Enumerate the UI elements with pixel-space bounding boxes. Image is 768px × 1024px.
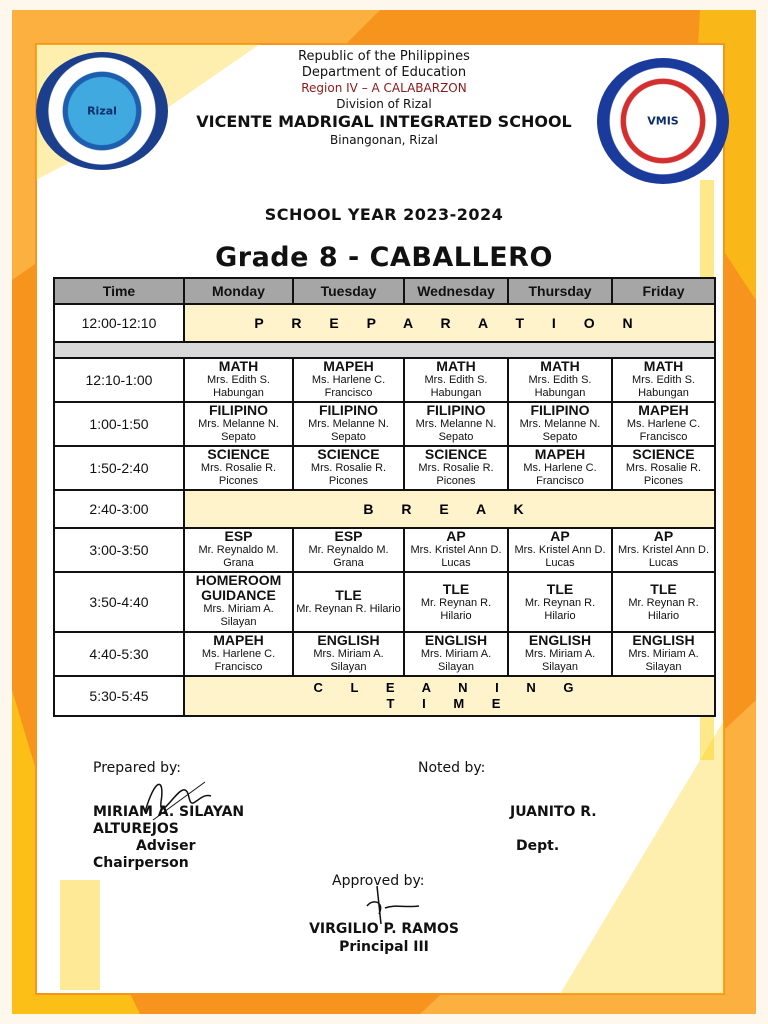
time-cell: 12:10-1:00 bbox=[54, 358, 184, 402]
school-location: Binangonan, Rizal bbox=[330, 133, 438, 147]
table-row bbox=[54, 490, 715, 528]
teacher: Mrs. Melanne N. Sepato bbox=[198, 418, 279, 443]
header-republic: Republic of the Philippines bbox=[298, 49, 470, 64]
column-header: Tuesday bbox=[293, 278, 404, 304]
teacher: Mrs. Melanne N. Sepato bbox=[308, 418, 389, 443]
subject: SCIENCE bbox=[632, 446, 695, 462]
subject: SCIENCE bbox=[317, 446, 380, 462]
subject: MATH bbox=[218, 358, 259, 374]
schedule-cell bbox=[612, 528, 715, 572]
schedule-cell bbox=[612, 446, 715, 490]
schedule-cell bbox=[508, 358, 612, 402]
table-row bbox=[54, 402, 715, 446]
teacher: Mrs. Rosalie R. Picones bbox=[625, 462, 702, 487]
teacher: Mrs. Edith S. Habungan bbox=[207, 374, 270, 399]
time-cell: 12:00-12:10 bbox=[54, 304, 184, 342]
time-cell: 1:50-2:40 bbox=[54, 446, 184, 490]
teacher: Mrs. Melanne N. Sepato bbox=[415, 418, 497, 443]
subject: TLE bbox=[650, 580, 677, 597]
teacher: Mrs. Kristel Ann D. Lucas bbox=[617, 544, 710, 569]
school-year: SCHOOL YEAR 2023-2024 bbox=[264, 205, 504, 224]
subject: MATH bbox=[643, 358, 684, 374]
schedule-cell bbox=[508, 528, 612, 572]
table-row bbox=[54, 572, 715, 632]
dept-label: Dept. bbox=[516, 838, 560, 854]
subject: ENGLISH bbox=[632, 632, 695, 648]
logo-left-text: Rizal bbox=[87, 104, 117, 118]
teacher: Ms. Harlene C. Francisco bbox=[311, 374, 386, 399]
header-region: Region IV – A CALABARZON bbox=[301, 81, 467, 95]
schedule-cell bbox=[404, 572, 508, 632]
header-division: Division of Rizal bbox=[336, 97, 432, 111]
schedule-cell bbox=[404, 402, 508, 446]
subject: MAPEH bbox=[323, 358, 374, 374]
subject: AP bbox=[550, 528, 570, 544]
schedule-cell bbox=[508, 632, 612, 676]
table-row bbox=[54, 358, 715, 402]
principal-title: Principal III bbox=[339, 939, 429, 955]
teacher: Mrs. Melanne N. Sepato bbox=[519, 418, 601, 443]
principal-name: VIRGILIO P. RAMOS bbox=[309, 921, 459, 937]
logo-right-text: VMIS bbox=[647, 114, 679, 128]
schedule-cell bbox=[404, 446, 508, 490]
schedule-cell bbox=[293, 358, 404, 402]
approved-by-label: Approved by: bbox=[332, 873, 425, 889]
teacher: Mrs. Edith S. Habungan bbox=[632, 374, 695, 399]
teacher: Mr. Reynan R. Hilario bbox=[628, 596, 699, 622]
subject: FILIPINO bbox=[530, 402, 590, 418]
schedule-cell bbox=[293, 528, 404, 572]
schedule-cell bbox=[293, 572, 404, 632]
subject: SCIENCE bbox=[424, 446, 488, 462]
time-cell: 4:40-5:30 bbox=[54, 632, 184, 676]
table-row bbox=[54, 304, 715, 342]
schedule-cell bbox=[508, 402, 612, 446]
schedule-cell bbox=[184, 446, 293, 490]
teacher: Ms. Harlene C. Francisco bbox=[626, 418, 701, 443]
teacher: Mr. Reynan R. Hilario bbox=[420, 596, 492, 622]
adviser-title: Adviser bbox=[136, 838, 196, 854]
teacher: Mrs. Rosalie R. Picones bbox=[418, 462, 494, 487]
teacher: Mrs. Kristel Ann D. Lucas bbox=[514, 544, 606, 569]
teacher: Mrs. Kristel Ann D. Lucas bbox=[410, 544, 502, 569]
table-row bbox=[54, 528, 715, 572]
teacher: Mrs. Miriam A. Silayan bbox=[628, 648, 699, 673]
teacher: Ms. Harlene C. Francisco bbox=[523, 462, 597, 487]
table-row bbox=[54, 446, 715, 490]
teacher: Mrs. Miriam A. Silayan bbox=[203, 603, 274, 628]
table-row bbox=[54, 676, 715, 716]
noted-by-label: Noted by: bbox=[418, 760, 486, 776]
cleaning-label-line1: C L E A N I N G bbox=[313, 680, 586, 695]
schedule-cell bbox=[612, 572, 715, 632]
teacher: Ms. Harlene C. Francisco bbox=[201, 648, 276, 673]
subject: AP bbox=[653, 528, 674, 544]
schedule-cell bbox=[184, 632, 293, 676]
chair-name-last: ALTUREJOS bbox=[93, 821, 179, 837]
schedule-cell bbox=[404, 632, 508, 676]
subject: FILIPINO bbox=[426, 402, 486, 418]
cleaning-band bbox=[184, 676, 715, 716]
subject: FILIPINO bbox=[318, 402, 379, 418]
time-cell: 1:00-1:50 bbox=[54, 402, 184, 446]
subject: ENGLISH bbox=[317, 632, 380, 648]
chairperson-title: Chairperson bbox=[93, 855, 189, 871]
break-band: B R E A K bbox=[184, 490, 715, 528]
teacher: Mr. Reynan R. Hilario bbox=[524, 596, 596, 622]
subject: ESP bbox=[224, 528, 253, 544]
schedule-cell bbox=[293, 402, 404, 446]
teacher: Mr. Reynaldo M. Grana bbox=[308, 544, 389, 569]
column-header: Thursday bbox=[508, 278, 612, 304]
teacher: Mrs. Edith S. Habungan bbox=[528, 374, 592, 399]
column-header: Monday bbox=[184, 278, 293, 304]
schedule-cell bbox=[612, 402, 715, 446]
subject: MAPEH bbox=[638, 402, 689, 418]
teacher: Mr. Reynan R. Hilario bbox=[296, 603, 401, 615]
column-header: Time bbox=[54, 278, 184, 304]
chair-name-first: JUANITO R. bbox=[510, 804, 597, 820]
schedule-cell bbox=[612, 632, 715, 676]
subject: ENGLISH bbox=[424, 632, 488, 648]
subject: HOMEROOM GUIDANCE bbox=[195, 572, 282, 603]
subject: MATH bbox=[540, 358, 580, 374]
header-department: Department of Education bbox=[301, 65, 467, 80]
time-cell: 3:00-3:50 bbox=[54, 528, 184, 572]
subject: ENGLISH bbox=[528, 632, 592, 648]
schedule-cell bbox=[184, 572, 293, 632]
subject: MAPEH bbox=[213, 632, 264, 648]
prepared-by-label: Prepared by: bbox=[93, 760, 181, 776]
subject: TLE bbox=[335, 587, 362, 603]
class-schedule-table bbox=[53, 277, 716, 717]
schedule-cell bbox=[184, 528, 293, 572]
subject: TLE bbox=[442, 580, 470, 597]
teacher: Mrs. Edith S. Habungan bbox=[424, 374, 488, 399]
subject: MAPEH bbox=[534, 446, 586, 462]
column-header: Wednesday bbox=[404, 278, 508, 304]
schedule-cell bbox=[508, 446, 612, 490]
subject: TLE bbox=[546, 580, 574, 597]
teacher: Mr. Reynaldo M. Grana bbox=[198, 544, 279, 569]
schedule-cell bbox=[404, 528, 508, 572]
subject: SCIENCE bbox=[207, 446, 270, 462]
schedule-cell bbox=[184, 402, 293, 446]
teacher: Mrs. Miriam A. Silayan bbox=[313, 648, 384, 673]
cleaning-label-line2: T I M E bbox=[386, 696, 513, 711]
adviser-name: MIRIAM A. SILAYAN bbox=[93, 804, 245, 820]
page-title: Grade 8 - CABALLERO bbox=[215, 242, 553, 273]
schedule-cell bbox=[404, 358, 508, 402]
column-header: Friday bbox=[612, 278, 715, 304]
separator-row bbox=[54, 342, 715, 358]
time-cell: 5:30-5:45 bbox=[54, 676, 184, 716]
subject: FILIPINO bbox=[208, 402, 269, 418]
schedule-cell bbox=[184, 358, 293, 402]
subject: MATH bbox=[436, 358, 476, 374]
subject: AP bbox=[446, 528, 466, 544]
table-header-row bbox=[54, 278, 715, 304]
time-cell: 3:50-4:40 bbox=[54, 572, 184, 632]
schedule-cell bbox=[612, 358, 715, 402]
teacher: Mrs. Miriam A. Silayan bbox=[524, 648, 596, 673]
teacher: Mrs. Miriam A. Silayan bbox=[420, 648, 492, 673]
schedule-cell bbox=[293, 632, 404, 676]
teacher: Mrs. Rosalie R. Picones bbox=[200, 462, 277, 487]
schedule-cell bbox=[293, 446, 404, 490]
table-row bbox=[54, 632, 715, 676]
teacher: Mrs. Rosalie R. Picones bbox=[310, 462, 387, 487]
preparation-band: P R E P A R A T I O N bbox=[184, 304, 715, 342]
time-cell: 2:40-3:00 bbox=[54, 490, 184, 528]
school-name: VICENTE MADRIGAL INTEGRATED SCHOOL bbox=[196, 112, 572, 131]
schedule-cell bbox=[508, 572, 612, 632]
subject: ESP bbox=[334, 528, 363, 544]
